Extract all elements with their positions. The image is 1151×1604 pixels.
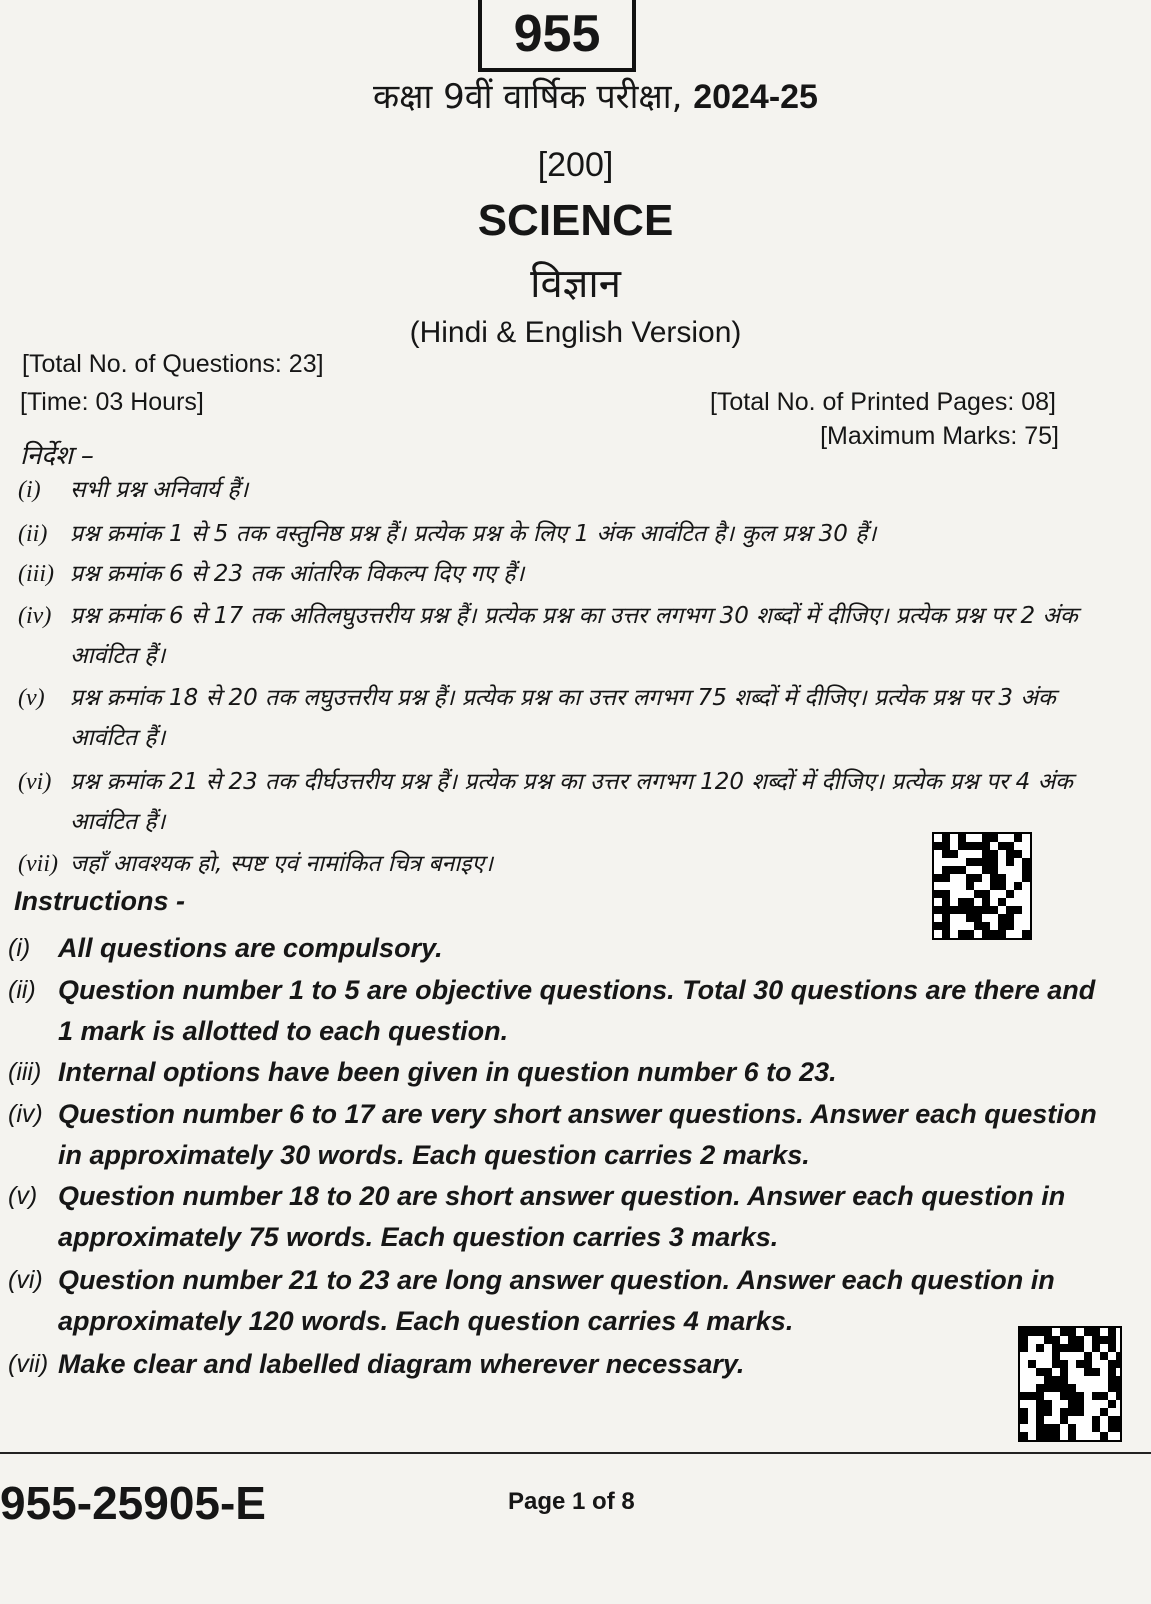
footer-paper-code: 955-25905-E <box>0 1477 266 1529</box>
qr-module <box>990 858 998 866</box>
hindi-instruction-item <box>18 762 1098 842</box>
qr-module <box>1092 1344 1100 1352</box>
item-number: (ii) <box>8 976 36 1004</box>
qr-module <box>1044 1368 1052 1376</box>
qr-module <box>1022 874 1030 882</box>
qr-module <box>942 842 950 850</box>
qr-module <box>1116 1384 1122 1392</box>
subject-code: [200] <box>537 146 614 184</box>
qr-module <box>1036 1344 1044 1352</box>
qr-module <box>934 874 942 882</box>
qr-module <box>1036 1416 1044 1424</box>
qr-module <box>1108 1328 1116 1336</box>
qr-module <box>982 890 990 898</box>
item-text: Question number 21 to 23 are long answer question. Answer each question in approximately 120 words. Each question carries 4 marks. <box>58 1265 1055 1336</box>
qr-module <box>1036 1432 1044 1440</box>
qr-module <box>1014 906 1022 914</box>
qr-module <box>958 866 966 874</box>
qr-module <box>1100 1432 1108 1440</box>
qr-module <box>982 866 990 874</box>
qr-module <box>1084 1360 1092 1368</box>
qr-module <box>1108 1368 1116 1376</box>
qr-module <box>1060 1408 1068 1416</box>
qr-module <box>1116 1416 1122 1424</box>
item-number: (iv) <box>18 603 52 629</box>
qr-module <box>1116 1424 1122 1432</box>
qr-module <box>1036 1392 1044 1400</box>
qr-module <box>1044 1408 1052 1416</box>
qr-module <box>1108 1360 1116 1368</box>
qr-module <box>1020 1392 1028 1400</box>
item-number: (v) <box>8 1182 38 1210</box>
qr-module <box>1068 1432 1076 1440</box>
qr-module <box>974 906 982 914</box>
qr-module <box>934 842 942 850</box>
qr-module <box>1014 834 1022 842</box>
qr-module <box>1020 1336 1028 1344</box>
item-number: (vi) <box>8 1266 43 1294</box>
qr-module <box>974 842 982 850</box>
item-text: सभी प्रश्न अनिवार्य हैं। <box>70 477 249 503</box>
qr-module <box>1116 1376 1122 1384</box>
qr-module <box>1108 1400 1116 1408</box>
qr-module <box>1006 906 1014 914</box>
qr-module <box>966 842 974 850</box>
qr-module <box>1108 1384 1116 1392</box>
hindi-instruction-item <box>18 470 1098 510</box>
qr-code-icon <box>1018 1326 1122 1442</box>
maximum-marks: [Maximum Marks: 75] <box>820 422 1059 450</box>
qr-module <box>1036 1384 1044 1392</box>
qr-module <box>966 882 974 890</box>
qr-module <box>1068 1328 1076 1336</box>
qr-module <box>1060 1368 1068 1376</box>
qr-module <box>966 914 974 922</box>
qr-module <box>982 898 990 906</box>
qr-module <box>982 834 990 842</box>
exam-year: 2024-25 <box>693 78 818 116</box>
qr-module <box>1092 1336 1100 1344</box>
qr-module <box>1006 914 1014 922</box>
total-questions: [Total No. of Questions: 23] <box>22 350 324 378</box>
qr-module <box>1076 1336 1084 1344</box>
qr-module <box>1044 1400 1052 1408</box>
qr-module <box>958 898 966 906</box>
english-instructions-heading: Instructions - <box>14 886 186 916</box>
version-note: (Hindi & English Version) <box>409 316 742 349</box>
qr-module <box>942 906 950 914</box>
item-number: (vii) <box>18 851 58 877</box>
qr-module <box>1068 1408 1076 1416</box>
qr-module <box>1084 1368 1092 1376</box>
qr-module <box>1092 1416 1100 1424</box>
qr-module <box>1060 1392 1068 1400</box>
qr-module <box>1076 1408 1084 1416</box>
qr-module <box>982 842 990 850</box>
item-text: Question number 18 to 20 are short answer question. Answer each question in approximately 75 words. Each question carries 3 marks. <box>58 1181 1066 1252</box>
qr-module <box>982 858 990 866</box>
exam-title-hindi: कक्षा 9वीं वार्षिक परीक्षा, <box>373 77 683 117</box>
qr-module <box>1020 1432 1028 1440</box>
qr-module <box>942 850 950 858</box>
qr-module <box>934 906 942 914</box>
item-text: Internal options have been given in question number 6 to 23. <box>58 1057 837 1087</box>
qr-module <box>1076 1400 1084 1408</box>
qr-module <box>998 882 1006 890</box>
qr-module <box>1108 1336 1116 1344</box>
qr-module <box>1006 890 1014 898</box>
item-number: (i) <box>18 477 41 503</box>
exam-title <box>20 72 1151 118</box>
paper-code-box: 955 <box>478 0 636 72</box>
qr-module <box>998 874 1006 882</box>
qr-module <box>990 866 998 874</box>
hindi-instruction-item <box>18 514 1098 554</box>
qr-module <box>1022 866 1030 874</box>
english-instruction-item <box>8 1344 998 1385</box>
hindi-instruction-item <box>18 844 898 884</box>
qr-module <box>1014 850 1022 858</box>
qr-module <box>950 906 958 914</box>
qr-module <box>1116 1392 1122 1400</box>
qr-module <box>1068 1400 1076 1408</box>
qr-module <box>1044 1328 1052 1336</box>
qr-module <box>966 906 974 914</box>
qr-module <box>958 834 966 842</box>
qr-module <box>1044 1376 1052 1384</box>
qr-module <box>1100 1392 1108 1400</box>
page-number: Page 1 of 8 <box>508 1488 635 1515</box>
qr-module <box>1028 1328 1036 1336</box>
qr-module <box>1084 1352 1092 1360</box>
item-text: Make clear and labelled diagram wherever necessary. <box>58 1349 745 1379</box>
qr-module <box>1052 1376 1060 1384</box>
qr-module <box>1100 1336 1108 1344</box>
english-instruction-item <box>8 928 1098 969</box>
qr-module <box>1052 1432 1060 1440</box>
item-number: (iii) <box>8 1058 42 1086</box>
qr-module <box>1036 1408 1044 1416</box>
hindi-instruction-item <box>18 596 1098 676</box>
item-number: (ii) <box>18 521 48 547</box>
qr-module <box>1052 1384 1060 1392</box>
item-text: प्रश्न क्रमांक 6 से 17 तक अतिलघुउत्तरीय प्रश्न हैं। प्रत्येक प्रश्न का उत्तर लगभग 30 शब्दों में दीजिए। प्रत्येक प्रश्न पर 2 अंक आवंटित हैं। <box>70 603 1078 669</box>
qr-code-icon <box>932 832 1032 940</box>
item-text: Question number 1 to 5 are objective questions. Total 30 questions are there and 1 mark is allotted to each question. <box>58 975 1096 1046</box>
qr-module <box>998 914 1006 922</box>
qr-module <box>1044 1336 1052 1344</box>
qr-module <box>1052 1336 1060 1344</box>
qr-module <box>1028 1392 1036 1400</box>
qr-module <box>1006 858 1014 866</box>
qr-module <box>1044 1384 1052 1392</box>
item-text: जहाँ आवश्यक हो, स्पष्ट एवं नामांकित चित्र बनाइए। <box>70 851 493 877</box>
qr-module <box>1100 1408 1108 1416</box>
qr-module <box>1036 1368 1044 1376</box>
qr-module <box>942 866 950 874</box>
qr-module <box>1036 1400 1044 1408</box>
item-text: प्रश्न क्रमांक 6 से 23 तक आंतरिक विकल्प दिए गए हैं। <box>70 561 525 587</box>
qr-module <box>1108 1424 1116 1432</box>
qr-module <box>1076 1360 1084 1368</box>
hindi-instructions-heading: निर्देश – <box>20 441 94 471</box>
qr-module <box>1068 1392 1076 1400</box>
qr-module <box>1020 1416 1028 1424</box>
english-instruction-item <box>8 970 1098 1052</box>
item-number: (iv) <box>8 1100 43 1128</box>
qr-module <box>1022 858 1030 866</box>
qr-module <box>1036 1424 1044 1432</box>
qr-module <box>1006 850 1014 858</box>
qr-module <box>942 914 950 922</box>
qr-module <box>982 850 990 858</box>
qr-module <box>1068 1344 1076 1352</box>
english-instruction-item <box>8 1176 1098 1258</box>
qr-module <box>1060 1384 1068 1392</box>
qr-module <box>934 890 942 898</box>
qr-module <box>1060 1360 1068 1368</box>
qr-module <box>1052 1424 1060 1432</box>
qr-module <box>974 874 982 882</box>
qr-module <box>942 890 950 898</box>
item-text: प्रश्न क्रमांक 1 से 5 तक वस्तुनिष्ठ प्रश्न हैं। प्रत्येक प्रश्न के लिए 1 अंक आवंटित है। कुल प्रश्न 30 हैं। <box>70 521 877 547</box>
qr-module <box>966 858 974 866</box>
item-text: प्रश्न क्रमांक 18 से 20 तक लघुउत्तरीय प्रश्न हैं। प्रत्येक प्रश्न का उत्तर लगभग 75 शब्दों में दीजिए। प्रत्येक प्रश्न पर 3 अंक आवंटित हैं। <box>70 685 1056 751</box>
qr-module <box>1084 1328 1092 1336</box>
qr-module <box>1092 1424 1100 1432</box>
qr-module <box>1076 1392 1084 1400</box>
english-instruction-item <box>8 1094 1098 1176</box>
qr-module <box>974 858 982 866</box>
qr-module <box>950 850 958 858</box>
subject-english: SCIENCE <box>477 196 674 245</box>
qr-module <box>1116 1352 1122 1360</box>
qr-module <box>1100 1352 1108 1360</box>
qr-module <box>942 874 950 882</box>
qr-module <box>1044 1424 1052 1432</box>
item-text: All questions are compulsory. <box>58 933 443 963</box>
item-number: (v) <box>18 685 45 711</box>
qr-module <box>974 914 982 922</box>
qr-module <box>1020 1328 1028 1336</box>
item-number: (iii) <box>18 561 54 587</box>
qr-module <box>990 874 998 882</box>
qr-module <box>958 906 966 914</box>
qr-module <box>1116 1360 1122 1368</box>
qr-module <box>1028 1360 1036 1368</box>
qr-module <box>982 906 990 914</box>
qr-module <box>990 850 998 858</box>
qr-module <box>1076 1344 1084 1352</box>
qr-module <box>990 834 998 842</box>
qr-module <box>990 882 998 890</box>
qr-module <box>998 842 1006 850</box>
qr-module <box>1060 1328 1068 1336</box>
printed-pages: [Total No. of Printed Pages: 08] <box>709 388 1056 416</box>
qr-module <box>1092 1328 1100 1336</box>
qr-module <box>1014 882 1022 890</box>
qr-module <box>1020 1408 1028 1416</box>
qr-module <box>974 890 982 898</box>
qr-module <box>942 834 950 842</box>
item-number: (i) <box>8 934 31 962</box>
hindi-instruction-item <box>18 678 1098 758</box>
qr-module <box>1108 1416 1116 1424</box>
qr-module <box>958 842 966 850</box>
qr-module <box>990 906 998 914</box>
qr-module <box>1060 1376 1068 1384</box>
qr-module <box>1108 1344 1116 1352</box>
qr-module <box>942 898 950 906</box>
qr-module <box>966 874 974 882</box>
qr-module <box>1044 1432 1052 1440</box>
qr-module <box>998 898 1006 906</box>
qr-module <box>950 866 958 874</box>
qr-module <box>1068 1384 1076 1392</box>
qr-module <box>1020 1344 1028 1352</box>
qr-module <box>1060 1416 1068 1424</box>
item-text: Question number 6 to 17 are very short answer questions. Answer each question in approximately 30 words. Each question carries 2 marks. <box>58 1099 1097 1170</box>
time-allowed: [Time: 03 Hours] <box>20 388 204 416</box>
qr-module <box>966 898 974 906</box>
item-number: (vi) <box>18 769 52 795</box>
subject-hindi: विज्ञान <box>530 261 621 307</box>
qr-module <box>1036 1328 1044 1336</box>
qr-module <box>1060 1344 1068 1352</box>
qr-module <box>1052 1344 1060 1352</box>
qr-module <box>1092 1392 1100 1400</box>
qr-module <box>1052 1360 1060 1368</box>
qr-module <box>1068 1336 1076 1344</box>
english-instruction-item <box>8 1260 1098 1342</box>
qr-module <box>1052 1352 1060 1360</box>
item-text: प्रश्न क्रमांक 21 से 23 तक दीर्घउत्तरीय प्रश्न हैं। प्रत्येक प्रश्न का उत्तर लगभग 120 शब्दों में दीजिए। प्रत्येक प्रश्न पर 4 अंक आवंटित हैं। <box>70 769 1073 835</box>
qr-module <box>1108 1376 1116 1384</box>
qr-module <box>1068 1424 1076 1432</box>
qr-module <box>1092 1368 1100 1376</box>
footer-divider <box>0 1452 1151 1454</box>
hindi-instruction-item <box>18 554 1098 594</box>
english-instruction-item <box>8 1052 1098 1093</box>
qr-module <box>1006 842 1014 850</box>
item-number: (vii) <box>8 1350 49 1378</box>
